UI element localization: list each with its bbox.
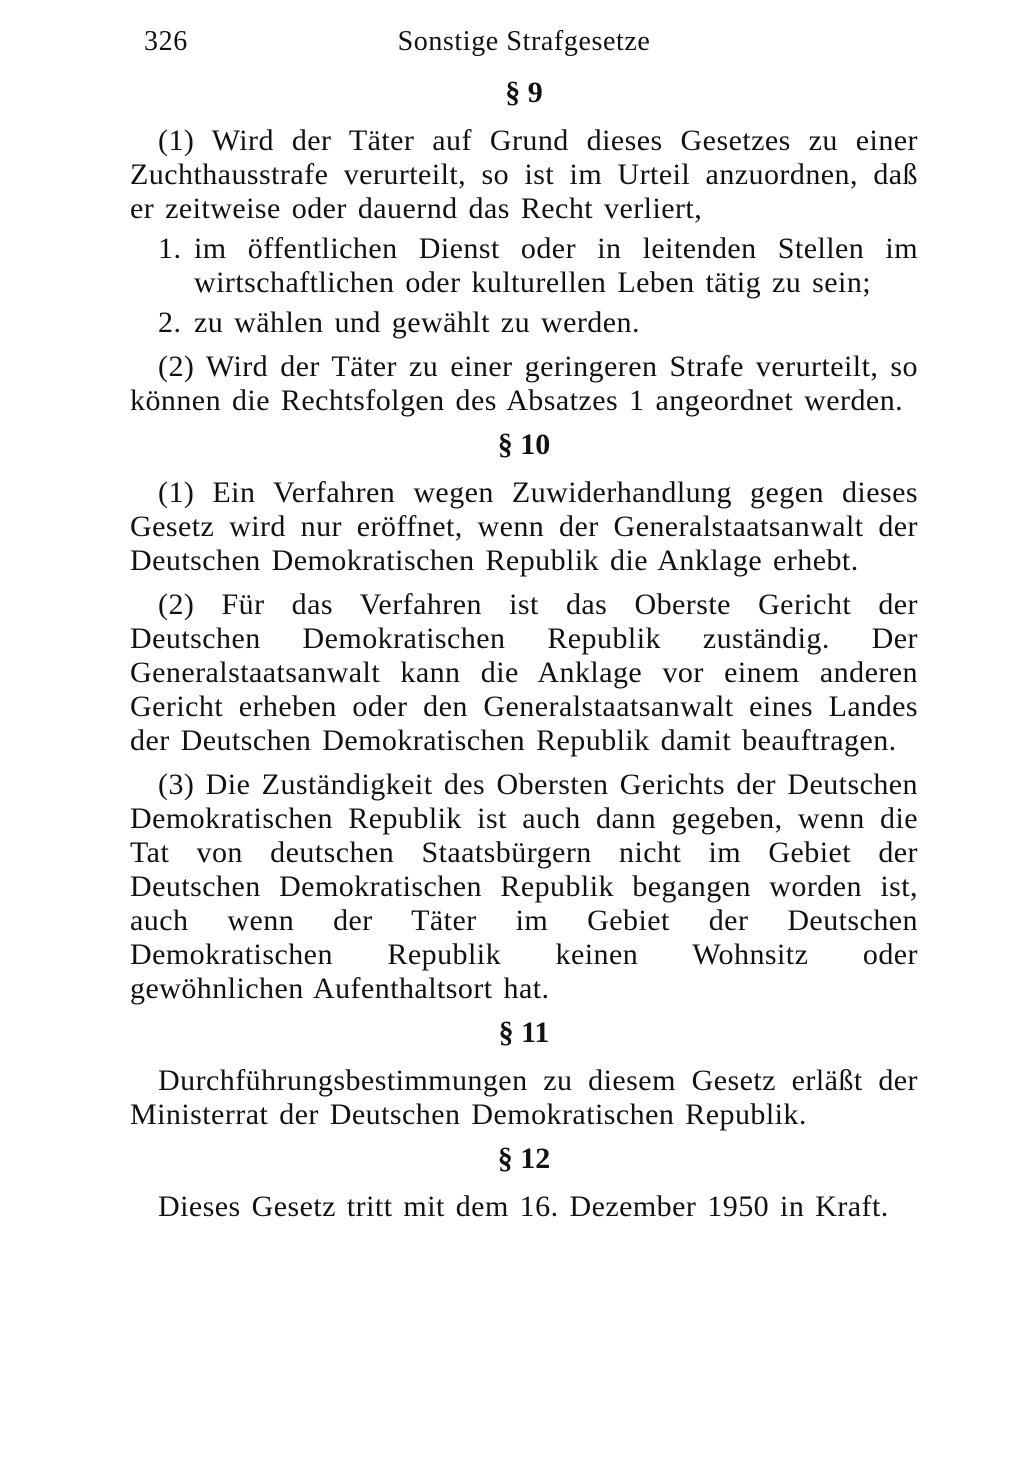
section-heading-9: § 9 — [505, 76, 543, 109]
section-12-paragraph-1: Dieses Gesetz tritt mit dem 16. Dezember 1950 in Kraft. — [158, 1190, 889, 1223]
section-9-list-item-2 — [158, 306, 918, 340]
section-9-paragraph-2: (2) Wird der Täter zu einer geringeren Strafe verurteilt, so können die Rechtsfolgen des Absatzes 1 angeordnet werden. — [130, 350, 918, 417]
document-page — [130, 18, 918, 1224]
section-9-list-item-1 — [158, 232, 918, 300]
running-title: Sonstige Strafgesetze — [397, 26, 651, 57]
list-marker: 2. — [158, 306, 182, 339]
list-text: zu wählen und gewählt zu werden. — [194, 306, 640, 339]
running-header — [130, 18, 918, 66]
page-number: 326 — [144, 26, 188, 57]
section-10-spacer-1 — [130, 578, 918, 588]
section-10-paragraph-3: (3) Die Zuständigkeit des Obersten Gerichts der Deutschen Demokratischen Republik ist auch dann gegeben, wenn die Tat von deutschen Staatsbürgern nicht im Gebiet der Deutschen Demokratischen Republik begangen worden ist, auch wenn der Täter im Gebiet der Deutschen Demokratischen Republik keinen Wohnsitz oder gewöhnlichen Aufenthaltsort hat. — [130, 768, 918, 1005]
section-10-paragraph-2: (2) Für das Verfahren ist das Oberste Gericht der Deutschen Demokratischen Republik zuständig. Der Generalstaatsanwalt kann die Anklage vor einem anderen Gericht erheben oder den Generalstaatsanwalt eines Landes der Deutschen Demokratischen Republik damit beauftragen. — [130, 588, 918, 757]
section-10 — [130, 426, 918, 1006]
section-10-spacer-2 — [130, 758, 918, 768]
section-heading-12: § 12 — [497, 1142, 551, 1175]
section-10-paragraph-1: (1) Ein Verfahren wegen Zuwiderhandlung gegen dieses Gesetz wird nur eröffnet, wenn der Generalstaatsanwalt der Deutschen Demokratischen Republik die Anklage erhebt. — [130, 476, 918, 577]
section-9-spacer — [130, 340, 918, 350]
list-marker: 1. — [158, 232, 182, 265]
section-9 — [130, 74, 918, 418]
section-11-paragraph-1: Durchführungsbestimmungen zu diesem Gesetz erläßt der Ministerrat der Deutschen Demokratischen Republik. — [130, 1064, 918, 1131]
section-9-paragraph-1: (1) Wird der Täter auf Grund dieses Gesetzes zu einer Zuchthausstrafe verurteilt, so ist im Urteil anzuordnen, daß er zeitweise oder dauernd das Recht verliert, — [130, 124, 918, 225]
section-heading-10: § 10 — [497, 428, 551, 461]
section-12 — [130, 1140, 918, 1224]
list-text: im öffentlichen Dienst oder in leitenden Stellen im wirtschaftlichen oder kulturellen Leben tätig zu sein; — [194, 232, 918, 299]
section-heading-11: § 11 — [498, 1016, 550, 1049]
section-11 — [130, 1014, 918, 1132]
